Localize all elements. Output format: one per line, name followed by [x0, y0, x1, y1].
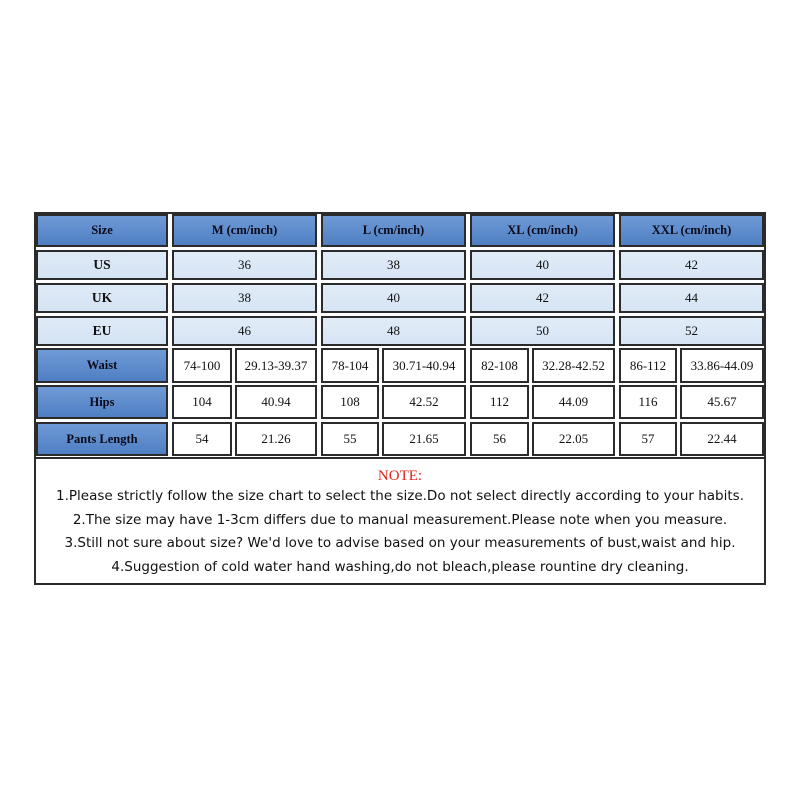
uk-value-xl: 42 [470, 283, 615, 313]
header-size-label: Size [36, 214, 168, 247]
row-label-eu: EU [36, 316, 168, 346]
pants-length-xxl-cm: 57 [619, 422, 677, 456]
row-label-pants-length: Pants Length [36, 422, 168, 456]
waist-xl-inch: 32.28-42.52 [532, 348, 615, 383]
waist-xl-cm: 82-108 [470, 348, 529, 383]
header-size-xxl: XXL (cm/inch) [619, 214, 764, 247]
pants-length-m-inch: 21.26 [235, 422, 317, 456]
header-size-xl: XL (cm/inch) [470, 214, 615, 247]
pants-length-l-cm: 55 [321, 422, 379, 456]
row-label-us: US [36, 250, 168, 280]
note-title: NOTE: [377, 468, 423, 484]
hips-xxl-inch: 45.67 [680, 385, 764, 419]
hips-l-inch: 42.52 [382, 385, 466, 419]
row-label-hips: Hips [36, 385, 168, 419]
header-size-l: L (cm/inch) [321, 214, 466, 247]
us-value-xxl: 42 [619, 250, 764, 280]
hips-xl-inch: 44.09 [532, 385, 615, 419]
waist-m-cm: 74-100 [172, 348, 232, 383]
eu-value-m: 46 [172, 316, 317, 346]
uk-value-l: 40 [321, 283, 466, 313]
uk-value-m: 38 [172, 283, 317, 313]
hips-m-cm: 104 [172, 385, 232, 419]
pants-length-l-inch: 21.65 [382, 422, 466, 456]
row-label-waist: Waist [36, 348, 168, 383]
note-line-4: 4.Suggestion of cold water hand washing,do not bleach,please rountine dry cleaning. [111, 558, 689, 575]
hips-l-cm: 108 [321, 385, 379, 419]
eu-value-l: 48 [321, 316, 466, 346]
note-line-3: 3.Still not sure about size? We'd love to advise based on your measurements of bust,waist and hip. [64, 535, 736, 551]
note-line-2: 2.The size may have 1-3cm differs due to manual measurement.Please note when you measure. [72, 511, 728, 528]
row-label-uk: UK [36, 283, 168, 313]
pants-length-xl-inch: 22.05 [532, 422, 615, 456]
waist-l-cm: 78-104 [321, 348, 379, 383]
uk-value-xxl: 44 [619, 283, 764, 313]
pants-length-m-cm: 54 [172, 422, 232, 456]
us-value-l: 38 [321, 250, 466, 280]
waist-xxl-cm: 86-112 [619, 348, 677, 383]
eu-value-xl: 50 [470, 316, 615, 346]
hips-m-inch: 40.94 [235, 385, 317, 419]
us-value-m: 36 [172, 250, 317, 280]
note-section [34, 457, 766, 585]
hips-xl-cm: 112 [470, 385, 529, 419]
pants-length-xxl-inch: 22.44 [680, 422, 764, 456]
header-size-m: M (cm/inch) [172, 214, 317, 247]
waist-m-inch: 29.13-39.37 [235, 348, 317, 383]
eu-value-xxl: 52 [619, 316, 764, 346]
pants-length-xl-cm: 56 [470, 422, 529, 456]
waist-l-inch: 30.71-40.94 [382, 348, 466, 383]
hips-xxl-cm: 116 [619, 385, 677, 419]
waist-xxl-inch: 33.86-44.09 [680, 348, 764, 383]
us-value-xl: 40 [470, 250, 615, 280]
note-line-1: 1.Please strictly follow the size chart to select the size.Do not select directly according to your habits. [56, 488, 744, 504]
